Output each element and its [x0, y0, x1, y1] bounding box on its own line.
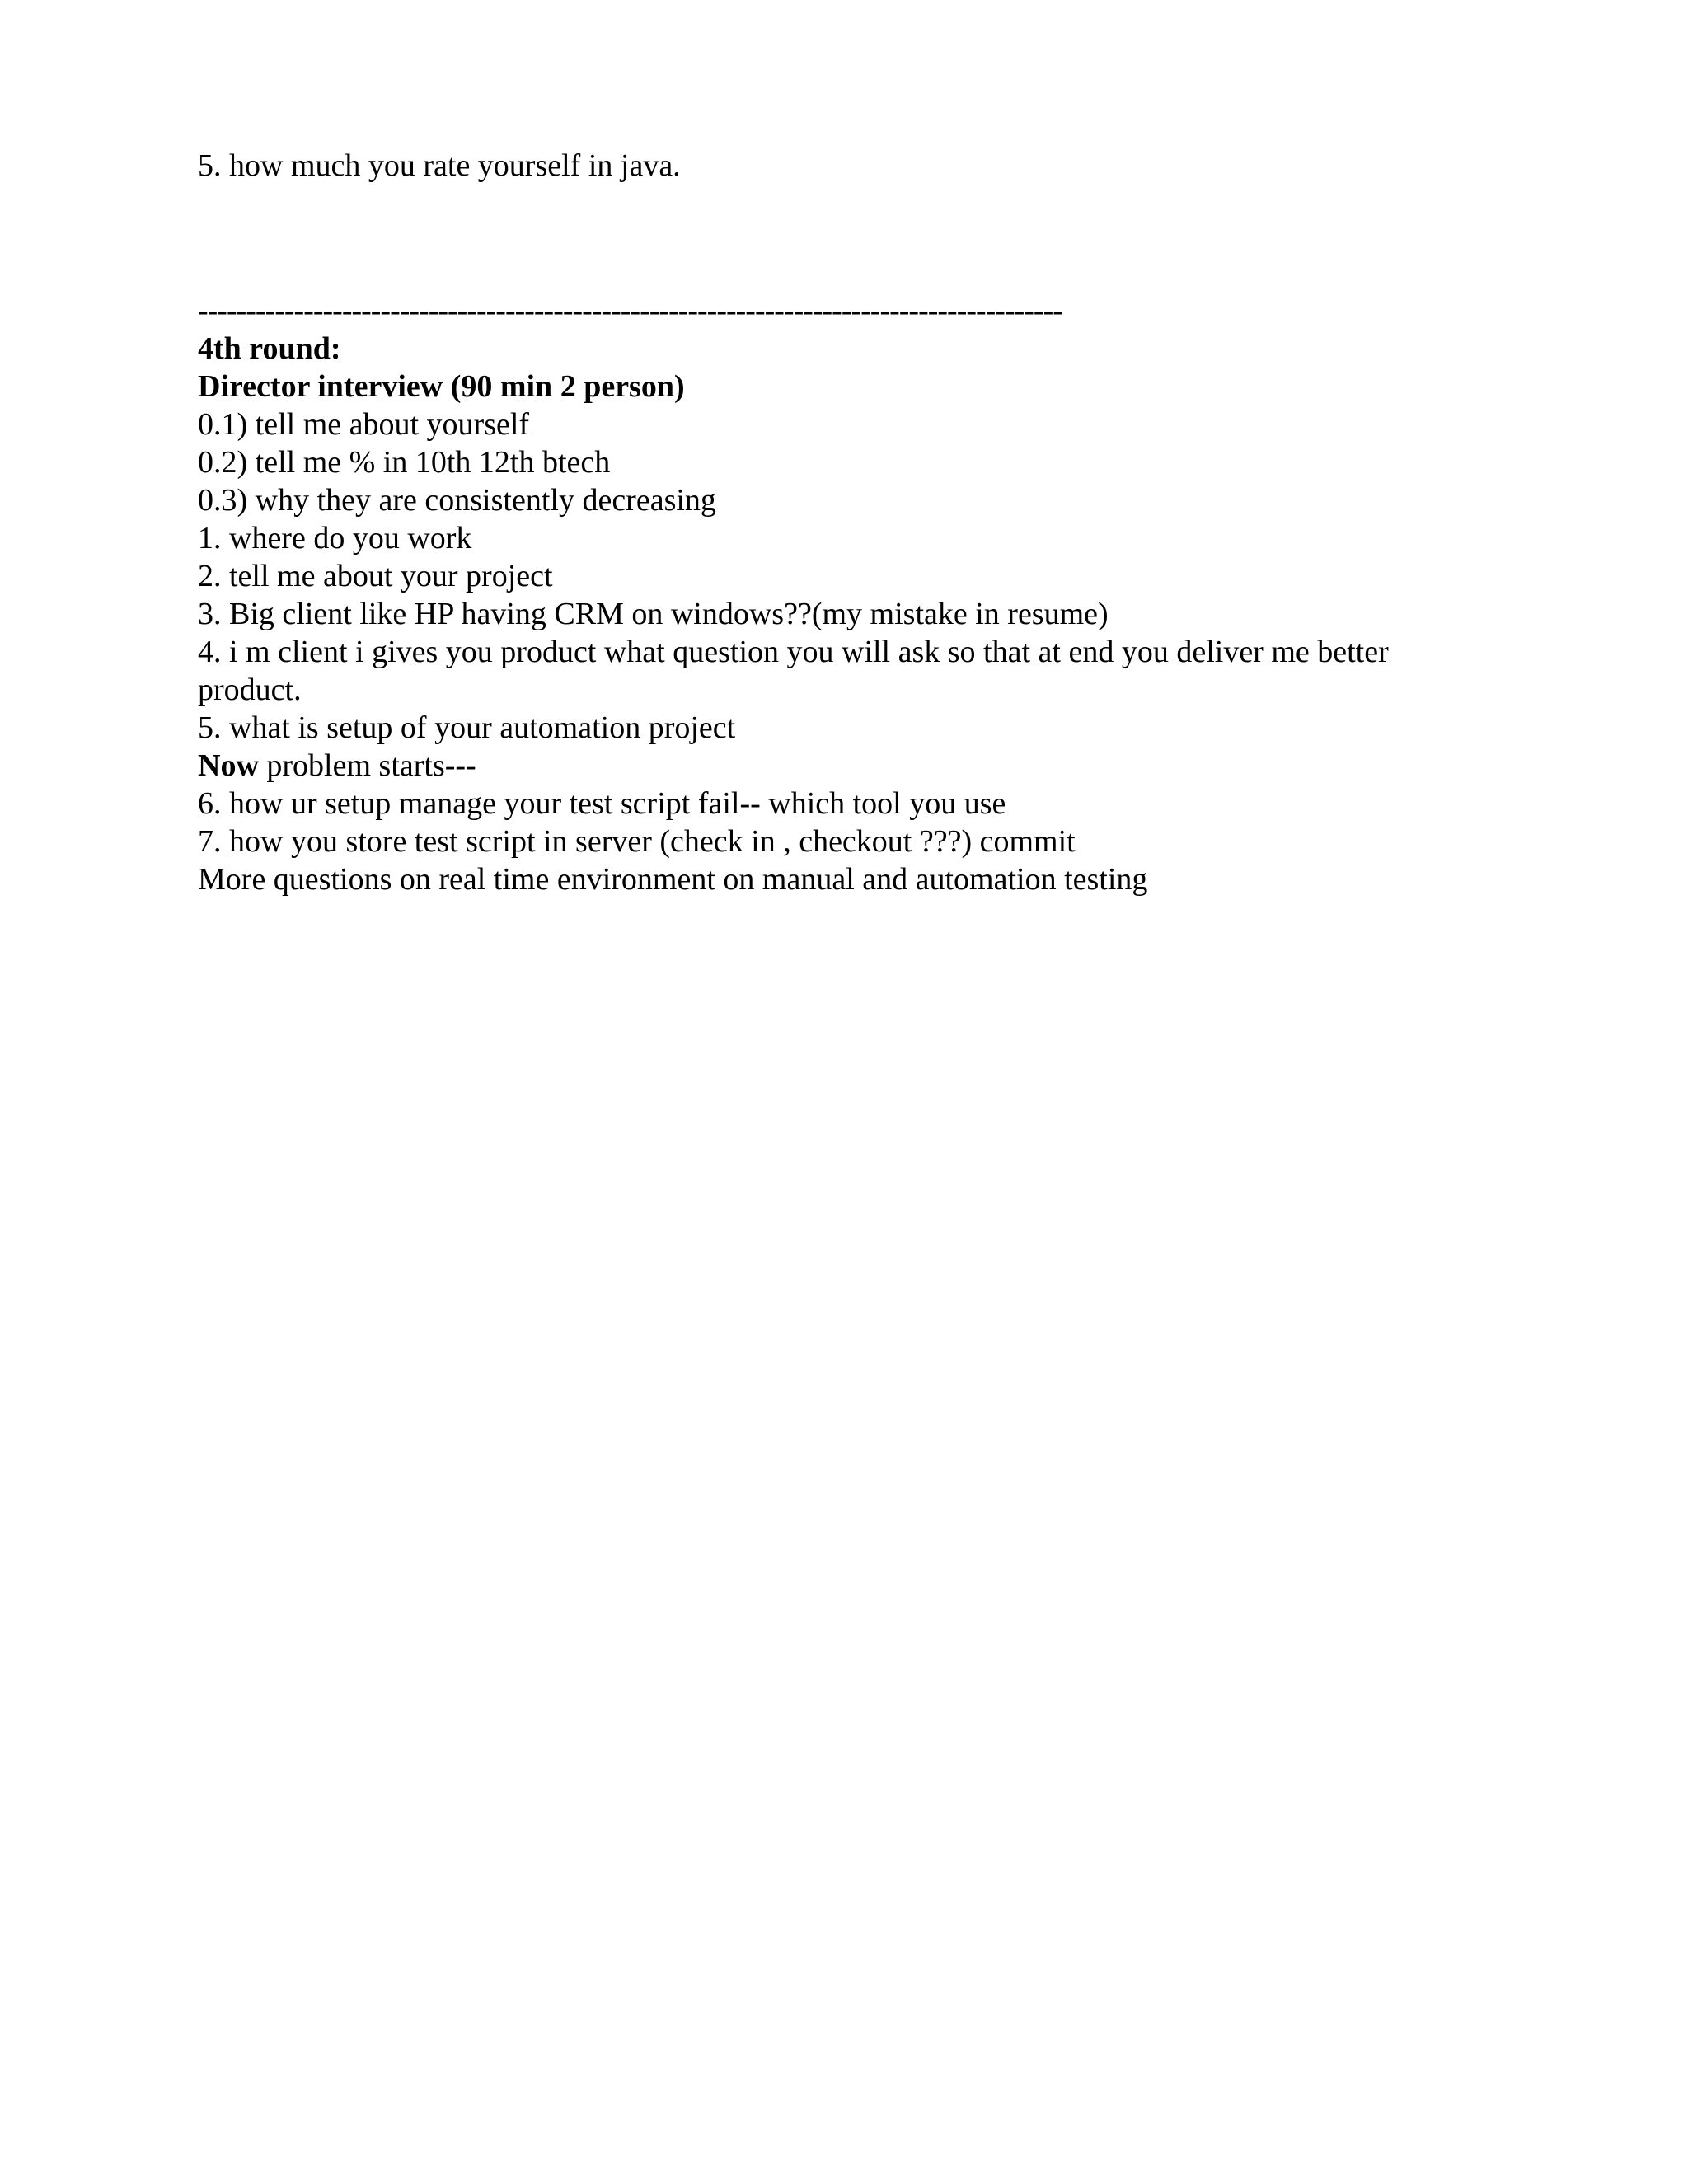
question-item: 5. what is setup of your automation project: [198, 710, 736, 745]
question-item: 0.3) why they are consistently decreasing: [198, 483, 716, 518]
question-item: 2. tell me about your project: [198, 559, 553, 593]
question-item: 0.1) tell me about yourself: [198, 407, 530, 442]
section-title: Director interview (90 min 2 person): [198, 369, 685, 404]
question-item: 6. how ur setup manage your test script fail-- which tool you use: [198, 786, 1006, 821]
separator-line: ------------------------------------------------------------------------------------------: [198, 293, 1062, 328]
question-item: 7. how you store test script in server (check in , checkout ???) commit: [198, 824, 1076, 859]
vertical-spacer: [198, 185, 1451, 292]
question-item: 4. i m client i gives you product what question you will ask so that at end you deliver me better product.: [198, 635, 1397, 707]
problem-rest-text: problem starts---: [258, 748, 476, 783]
round-title: 4th round:: [198, 331, 341, 366]
question-item: 3. Big client like HP having CRM on windows??(my mistake in resume): [198, 597, 1109, 631]
document-content: [198, 147, 1451, 898]
intro-question: 5. how much you rate yourself in java.: [198, 148, 681, 183]
question-item: 1. where do you work: [198, 521, 472, 555]
question-item: More questions on real time environment on manual and automation testing: [198, 862, 1148, 897]
problem-bold-word: Now: [198, 748, 259, 783]
question-item: 0.2) tell me % in 10th 12th btech: [198, 445, 611, 480]
problem-line: [198, 747, 1451, 785]
